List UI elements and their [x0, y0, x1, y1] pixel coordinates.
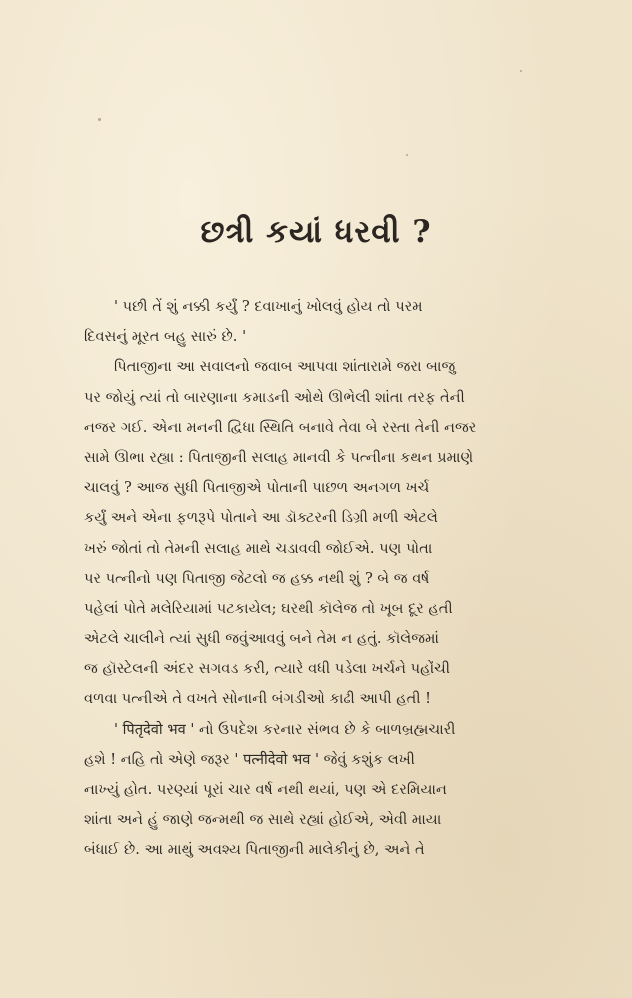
- text-line: નાખ્યું હોત. પરણ્યાં પૂરાં ચાર વર્ષ નથી થયાં, પણ એ દરમિયાન: [84, 781, 447, 798]
- text-line: ' पितृदेवो भव ' નો ઉપદેશ કરનાર સંભવ છે કે બાળબ્રહ્મચારી: [114, 720, 456, 738]
- text-line: બંધાઈ છે. આ માથું અવશ્ય પિતાજીની માલેકીનું છે, અને તે: [84, 841, 425, 859]
- text-line: નજર ગઈ. એના મનની દ્વિધા સ્થિતિ બનાવે તેવા બે રસ્તા તેની નજર: [84, 418, 477, 436]
- text-line: શાંતા અને હું જાણે જન્મથી જ સાથે રહ્યાં હોઈએ, એવી માયા: [84, 811, 442, 829]
- paper-speck: [406, 154, 408, 156]
- text-line: એટલે ચાલીને ત્યાં સુધી જવુંઆવવું બને તેમ ન હતું. કૉલેજમાં: [84, 630, 439, 648]
- text-line: પર જોયું ત્યાં તો બારણાના કમાડની ઓથે ઊભેલી શાંતા તરફ તેની: [84, 388, 465, 406]
- text-line: ' પછી તેં શું નક્કી કર્યું ? દવાખાનું ખોલવું હોય તો પરમ: [114, 298, 423, 315]
- text-line: ચાલવું ? આજ સુધી પિતાજીએ પોતાની પાછળ અનગળ ખર્ચ: [84, 479, 430, 497]
- text-line: વળવા પત્નીએ તે વખતે સોનાની બંગડીઓ કાઢી આપી હતી !: [84, 690, 432, 708]
- text-line: ખરું જોતાં તો તેમની સલાહ માથે ચડાવવી જોઈએ. પણ પોતા: [84, 539, 433, 557]
- chapter-title: છત્રી કયાં ધરવી ?: [200, 214, 432, 250]
- paper-speck: [98, 118, 101, 121]
- text-line: દિવસનું મૂરત બહુ સારું છે. ': [84, 328, 247, 346]
- paper-speck: [520, 70, 522, 72]
- text-line: પહેલાં પોતે મલેરિયામાં પટકાયેલ; ઘરથી કૉલેજ તો ખૂબ દૂર હતી: [84, 599, 453, 617]
- body-text: [84, 292, 584, 866]
- text-line: જ હૉસ્ટેલની અંદર સગવડ કરી, ત્યારે વધી પડેલા ખર્ચને પહોંચી: [84, 660, 451, 678]
- text-line: હશે ! નહિ તો એણે જરૂર ' पत्नीदेवो भव ' જેવું કશુંક લખી: [84, 750, 415, 768]
- text-line: પર પત્નીનો પણ પિતાજી જેટલો જ હક્ક નથી શું ? બે જ વર્ષ: [84, 569, 430, 587]
- text-line: સામે ઊભા રહ્યા : પિતાજીની સલાહ માનવી કે પત્નીના કથન પ્રમાણે: [84, 448, 474, 466]
- text-line: કર્યું અને એના ફળરૂપે પોતાને આ ડૉક્ટરની ડિગ્રી મળી એટલે: [84, 509, 438, 527]
- text-line: પિતાજીના આ સવાલનો જવાબ આપવા શાંતારામે જરા બાજુ: [114, 358, 456, 376]
